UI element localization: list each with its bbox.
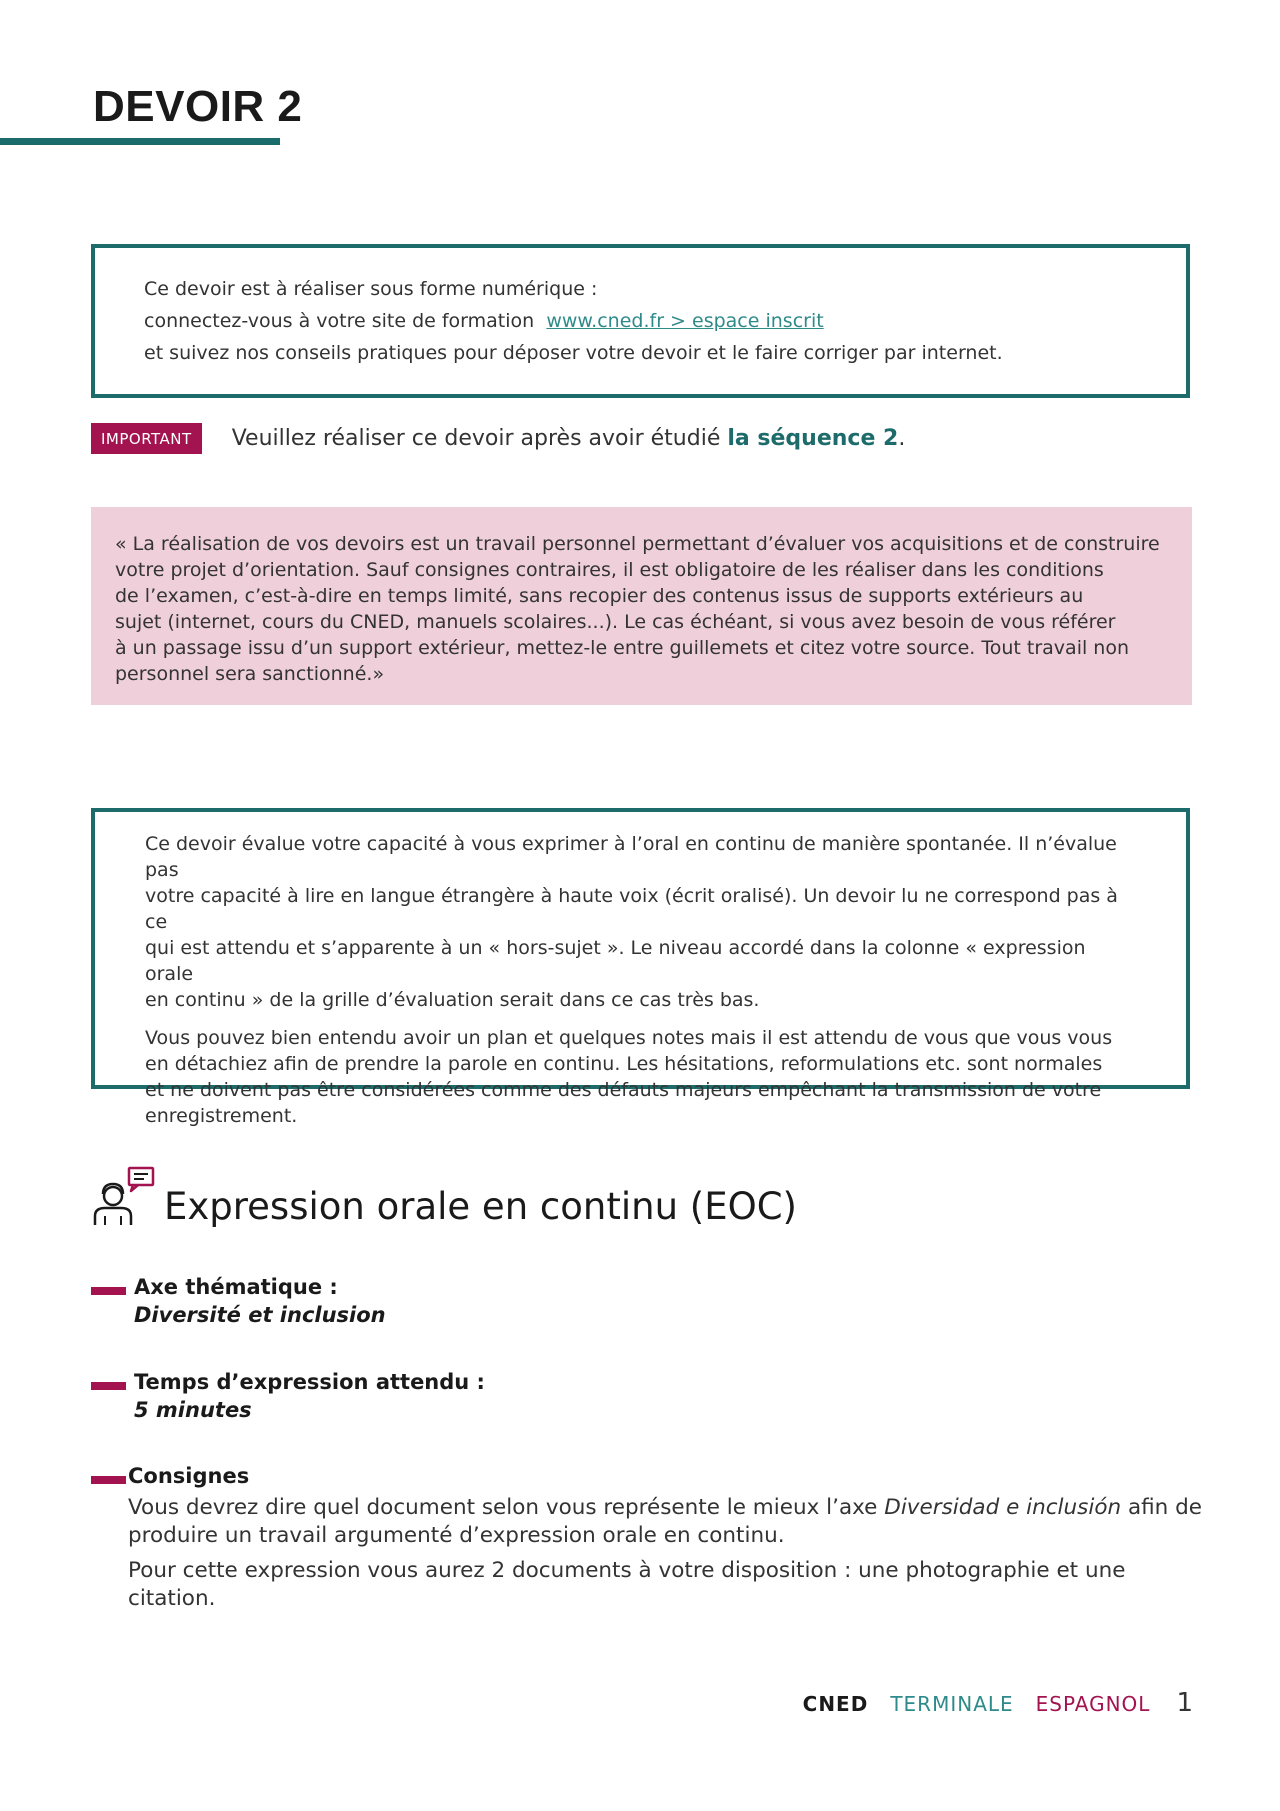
evaluation-line: votre capacité à lire en langue étrangère à haute voix (écrit oralisé). Un devoir lu ne correspond pas à ce [145, 885, 1118, 933]
quote-line: sujet (internet, cours du CNED, manuels scolaires...). Le cas échéant, si vous avez besoin de vous référer [115, 611, 1116, 633]
footer-level: TERMINALE [890, 1692, 1014, 1716]
cned-espace-inscrit-link[interactable]: www.cned.fr > espace inscrit [546, 310, 824, 332]
title-underline [0, 138, 280, 145]
evaluation-paragraph-1 [145, 831, 1136, 1013]
speaker-chat-icon [91, 1166, 155, 1226]
consignes-bullet-bar [91, 1476, 126, 1484]
consignes-axis-spanish: Diversidad e inclusión [884, 1495, 1122, 1520]
important-text-suffix: . [898, 426, 906, 451]
sequence-reference: la séquence 2 [727, 426, 899, 451]
notice-line-3: et suivez nos conseils pratiques pour déposer votre devoir et le faire corriger par internet. [144, 342, 1003, 364]
temps-bullet-bar [91, 1382, 126, 1390]
footer-subject: ESPAGNOL [1035, 1692, 1151, 1716]
footer-brand: CNED [802, 1692, 869, 1716]
page-title: DEVOIR 2 [93, 82, 303, 131]
evaluation-line: Ce devoir évalue votre capacité à vous exprimer à l’oral en continu de manière spontanée. Il n’évalue pas [145, 833, 1117, 881]
consignes-paragraph-2: Pour cette expression vous aurez 2 documents à votre disposition : une photographie et une citation. [128, 1558, 1126, 1611]
evaluation-line: en détachiez afin de prendre la parole en continu. Les hésitations, reformulations etc. sont normales [145, 1053, 1103, 1075]
quote-line: votre projet d’orientation. Sauf consignes contraires, il est obligatoire de les réaliser dans les conditions [115, 559, 1104, 581]
evaluation-line: Vous pouvez bien entendu avoir un plan et quelques notes mais il est attendu de vous que vous vous [145, 1027, 1113, 1049]
evaluation-line: en continu » de la grille d’évaluation serait dans ce cas très bas. [145, 989, 760, 1011]
page-footer [781, 1688, 1194, 1718]
quote-line: de l’examen, c’est-à-dire en temps limité, sans recopier des contenus issus de supports extérieurs au [115, 585, 1084, 607]
quote-line: personnel sera sanctionné.» [115, 663, 385, 685]
honor-statement-quote [91, 507, 1192, 705]
temps-value: 5 minutes [134, 1398, 252, 1422]
consignes-paragraph-1 [128, 1494, 1208, 1550]
axe-value: Diversité et inclusion [134, 1303, 386, 1327]
consignes-label: Consignes [128, 1464, 250, 1488]
axe-label: Axe thématique : [134, 1275, 338, 1299]
axe-bullet-bar [91, 1287, 126, 1295]
important-badge: IMPORTANT [91, 423, 202, 454]
evaluation-line: enregistrement. [145, 1105, 298, 1127]
quote-line: « La réalisation de vos devoirs est un travail personnel permettant d’évaluer vos acquisitions et de construire [115, 533, 1160, 555]
evaluation-paragraph-2 [145, 1025, 1136, 1129]
evaluation-line: et ne doivent pas être considérées comme des défauts majeurs empêchant la transmission de votre [145, 1079, 1102, 1101]
consignes-p1-line2: produire un travail argumenté d’expression orale en continu. [128, 1523, 785, 1548]
page-number: 1 [1176, 1688, 1194, 1718]
notice-line-2 [144, 310, 1186, 332]
important-text [232, 426, 906, 451]
important-text-prefix: Veuillez réaliser ce devoir après avoir étudié [231, 426, 721, 451]
evaluation-line: qui est attendu et s’apparente à un « hors-sujet ». Le niveau accordé dans la colonne « expression orale [145, 937, 1086, 985]
consignes-p1-prefix: Vous devrez dire quel document selon vous représente le mieux l’axe [128, 1495, 878, 1520]
consignes-text [128, 1494, 1208, 1620]
quote-line: à un passage issu d’un support extérieur, mettez-le entre guillemets et citez votre source. Tout travail non [115, 637, 1130, 659]
evaluation-notice [91, 808, 1190, 1127]
notice-line-2-text: connectez-vous à votre site de formation [144, 310, 535, 332]
temps-label: Temps d’expression attendu : [134, 1370, 485, 1394]
notice-line-1: Ce devoir est à réaliser sous forme numérique : [144, 278, 598, 300]
section-title: Expression orale en continu (EOC) [164, 1185, 797, 1228]
consignes-p1-suffix: afin de [1127, 1495, 1203, 1520]
important-notice [91, 423, 905, 454]
digital-submission-notice [91, 244, 1190, 398]
